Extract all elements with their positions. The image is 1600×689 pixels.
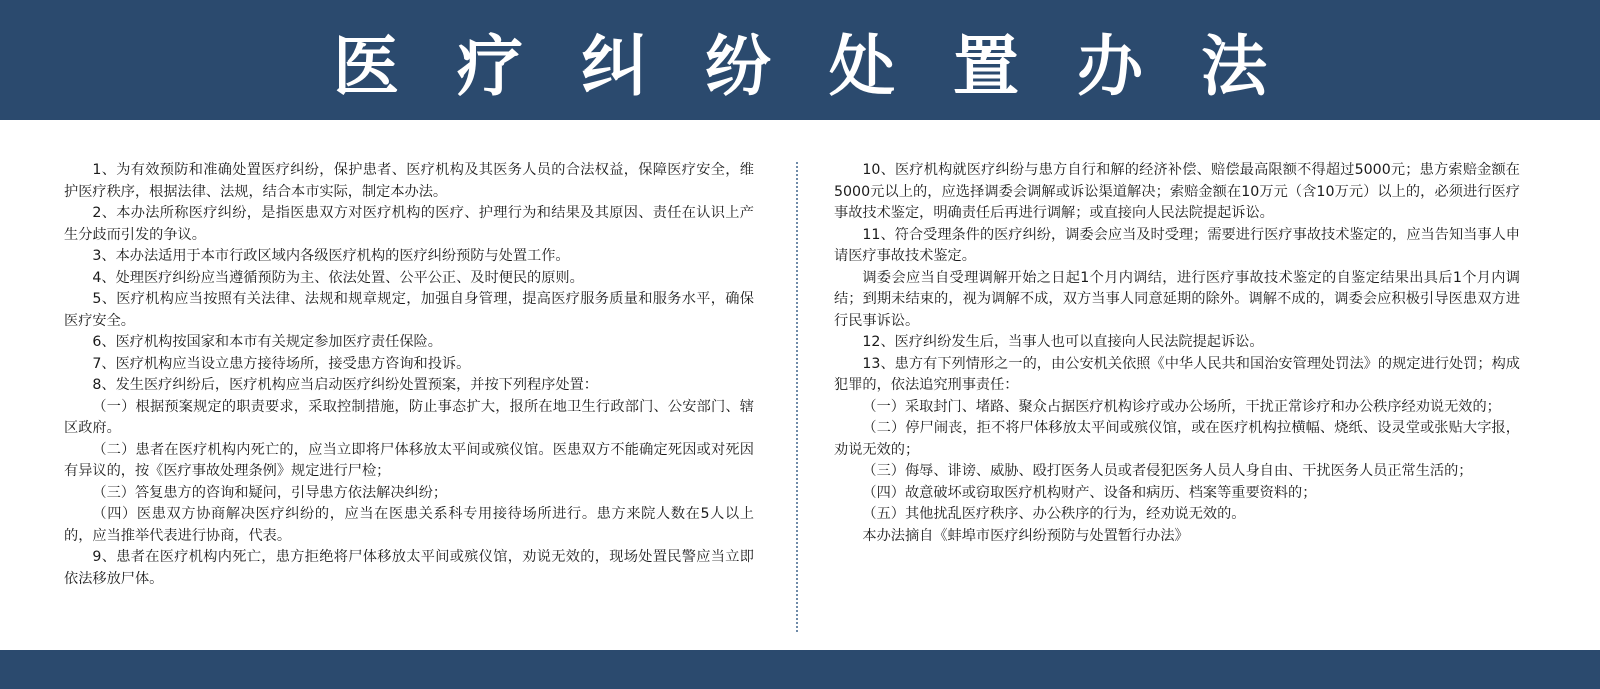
article-6: 6、医疗机构按国家和本市有关规定参加医疗责任保险。: [92, 334, 442, 350]
article-12: 12、医疗纠纷发生后，当事人也可以直接向人民法院提起诉讼。: [862, 334, 1264, 350]
article-7: 7、医疗机构应当设立患方接待场所，接受患方咨询和投诉。: [92, 355, 471, 372]
article-8-item-1: （一）根据预案规定的职责要求，采取控制措施，防止事态扩大，报所在地卫生行政部门、公安部门、辖区政府。: [64, 398, 754, 436]
article-8-item-2: （二）患者在医疗机构内死亡的，应当立即将尸体移放太平间或殡仪馆。医患双方不能确定死因或对死因有异议的，按《医疗事故处理条例》规定进行尸检；: [64, 441, 754, 479]
article-8: 8、发生医疗纠纷后，医疗机构应当启动医疗纠纷处置预案，并按下列程序处置：: [92, 377, 598, 393]
content-area: [0, 120, 1600, 650]
article-9: 9、患者在医疗机构内死亡，患方拒绝将尸体移放太平间或殡仪馆，劝说无效的，现场处置民警应当立即依法移放尸体。: [64, 549, 754, 587]
article-11: 11、符合受理条件的医疗纠纷，调委会应当及时受理；需要进行医疗事故技术鉴定的，应当告知当事人申请医疗事故技术鉴定。: [834, 226, 1520, 264]
article-8-item-4: （四）医患双方协商解决医疗纠纷的，应当在医患关系科专用接待场所进行。患方来院人数在5人以上的，应当推举代表进行协商，代表。: [64, 506, 754, 544]
column-divider: [796, 162, 798, 632]
article-13-item-1: （一）采取封门、堵路、聚众占据医疗机构诊疗或办公场所，干扰正常诊疗和办公秩序经劝说无效的；: [862, 398, 1501, 415]
article-5: 5、医疗机构应当按照有关法律、法规和规章规定，加强自身管理，提高医疗服务质量和服务水平，确保医疗安全。: [64, 291, 754, 329]
article-10: 10、医疗机构就医疗纠纷与患方自行和解的经济补偿、赔偿最高限额不得超过5000元；患方索赔金额在5000元以上的，应选择调委会调解或诉讼渠道解决；索赔金额在10万元（含10万元）以上的，必须进行医疗事故技术鉴定，明确责任后再进行调解；或直接向人民法院提起诉讼。: [834, 162, 1520, 221]
article-3: 3、本办法适用于本市行政区域内各级医疗机构的医疗纠纷预防与处置工作。: [92, 248, 570, 264]
left-column: [64, 160, 754, 590]
article-2: 2、本办法所称医疗纠纷，是指医患双方对医疗机构的医疗、护理行为和结果及其原因、责任在认识上产生分歧而引发的争议。: [64, 205, 754, 243]
article-1: 1、为有效预防和准确处置医疗纠纷，保护患者、医疗机构及其医务人员的合法权益，保障医疗安全，维护医疗秩序，根据法律、法规，结合本市实际，制定本办法。: [64, 162, 754, 200]
page-title: 医疗纠纷处置办法: [333, 27, 1325, 105]
article-11-paragraph: 调委会应当自受理调解开始之日起1个月内调结，进行医疗事故技术鉴定的自鉴定结果出具后1个月内调结；到期未结束的，视为调解不成，双方当事人同意延期的除外。调解不成的，调委会应积极引导医患双方进行民事诉讼。: [834, 269, 1520, 329]
article-4: 4、处理医疗纠纷应当遵循预防为主、依法处置、公平公正、及时便民的原则。: [92, 269, 584, 286]
header-band: [0, 0, 1600, 120]
article-13: 13、患方有下列情形之一的，由公安机关依照《中华人民共和国治安管理处罚法》的规定进行处罚；构成犯罪的，依法追究刑事责任：: [834, 355, 1520, 393]
article-13-item-2: （二）停尸闹丧，拒不将尸体移放太平间或殡仪馆，或在医疗机构拉横幅、烧纸、设灵堂或张贴大字报，劝说无效的；: [834, 420, 1520, 458]
article-13-item-3: （三）侮辱、诽谤、威胁、殴打医务人员或者侵犯医务人员人身自由、干扰医务人员正常生活的；: [862, 463, 1473, 479]
right-column: [834, 160, 1520, 547]
article-13-item-4: （四）故意破坏或窃取医疗机构财产、设备和病历、档案等重要资料的；: [862, 484, 1317, 501]
footer-band: [0, 650, 1600, 689]
article-13-item-5: （五）其他扰乱医疗秩序、办公秩序的行为，经劝说无效的。: [862, 506, 1246, 522]
source-note: 本办法摘自《蚌埠市医疗纠纷预防与处置暂行办法》: [862, 527, 1189, 544]
article-8-item-3: （三）答复患方的咨询和疑问，引导患方依法解决纠纷；: [92, 484, 448, 501]
